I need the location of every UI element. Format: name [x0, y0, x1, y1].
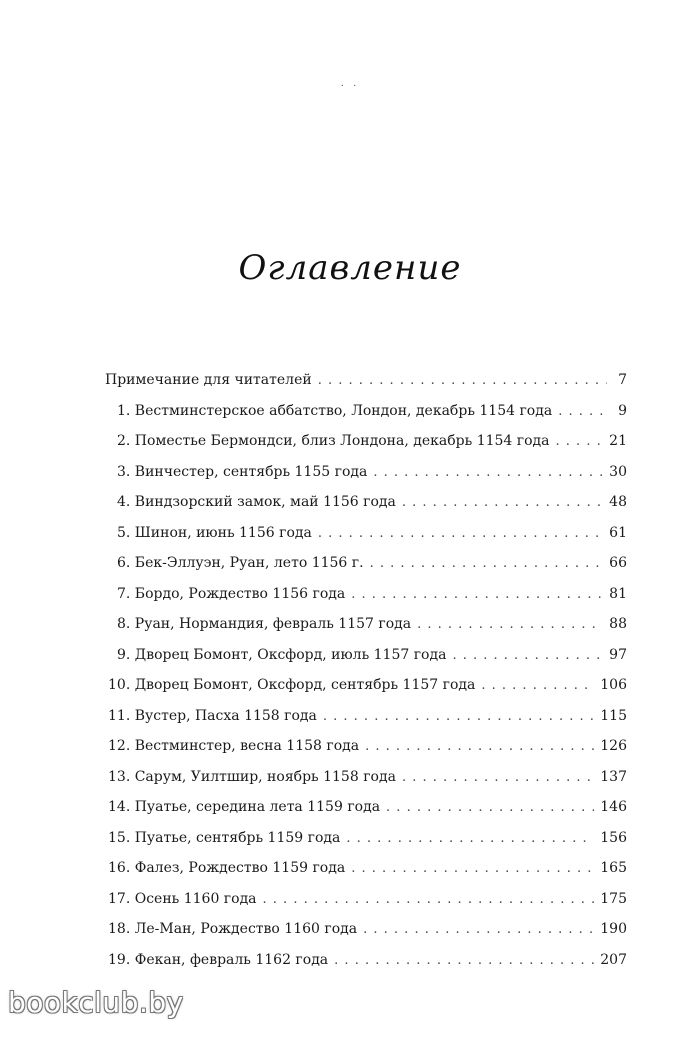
toc-entry-title: 19. Фекан, февраль 1162 года	[108, 951, 329, 968]
dot-leader	[263, 892, 595, 907]
dot-leader	[351, 861, 594, 876]
toc-entry	[105, 433, 627, 464]
toc-entry-page: 48	[609, 494, 627, 510]
dot-leader	[558, 404, 607, 419]
toc-entry	[105, 403, 627, 434]
toc-entry-page: 126	[600, 738, 627, 754]
toc-entry	[105, 891, 627, 922]
toc-entry-title: 3. Винчестер, сентябрь 1155 года	[117, 463, 368, 480]
toc-entry	[105, 799, 627, 830]
toc-entry-page: 156	[600, 829, 627, 846]
toc-entry	[105, 494, 627, 525]
toc-entry-title: Примечание для читателей	[105, 372, 312, 388]
toc-entry	[105, 830, 627, 861]
toc-entry-page: 115	[600, 707, 627, 724]
toc-entry	[105, 708, 627, 739]
toc-entry	[105, 464, 627, 495]
dot-leader	[365, 739, 594, 754]
toc-entry	[105, 372, 627, 403]
toc-entry-page: 21	[609, 433, 627, 449]
dot-leader	[346, 831, 594, 846]
toc-entry-title: 9. Дворец Бомонт, Оксфорд, июль 1157 года	[117, 646, 447, 663]
toc-entry	[105, 677, 627, 708]
toc-entry	[105, 647, 627, 678]
dot-leader	[417, 617, 603, 632]
toc-entry-page: 165	[600, 860, 627, 876]
page-title: Оглавление	[238, 248, 462, 288]
toc-entry-page: 97	[609, 646, 627, 663]
toc-entry	[105, 860, 627, 891]
toc-entry-title: 12. Вестминстер, весна 1158 года	[108, 738, 360, 754]
toc-entry	[105, 616, 627, 647]
toc-entry-page: 9	[618, 402, 627, 419]
toc-entry-title: 13. Сарум, Уилтшир, ноябрь 1158 года	[108, 768, 396, 785]
toc-entry-page: 66	[609, 555, 627, 571]
dot-leader	[481, 678, 594, 693]
dot-leader	[386, 800, 594, 815]
toc-entry-title: 14. Пуатье, середина лета 1159 года	[108, 799, 381, 815]
toc-entry	[105, 738, 627, 769]
toc-entry-title: 10. Дворец Бомонт, Оксфорд, сентябрь 1157 года	[108, 677, 476, 693]
toc-entry	[105, 952, 627, 983]
toc-entry-title: 8. Руан, Нормандия, февраль 1157 года	[117, 616, 412, 632]
toc-entry-title: 4. Виндзорский замок, май 1156 года	[117, 494, 396, 510]
toc-entry-page: 106	[600, 677, 627, 693]
dot-leader	[318, 373, 607, 388]
toc-entry-title: 18. Ле-Ман, Рождество 1160 года	[108, 921, 358, 937]
dot-leader	[452, 648, 603, 663]
toc-entry-title: 2. Поместье Бермондси, близ Лондона, декабрь 1154 года	[117, 433, 550, 449]
header-ornament: · ·	[340, 80, 360, 92]
toc-entry-title: 15. Пуатье, сентябрь 1159 года	[108, 829, 341, 846]
toc-entry-title: 17. Осень 1160 года	[108, 890, 257, 907]
dot-leader	[363, 922, 594, 937]
dot-leader	[402, 495, 603, 510]
toc-entry-page: 137	[600, 768, 627, 785]
toc-entry-title: 11. Вустер, Пасха 1158 года	[108, 707, 317, 724]
toc-entry-page: 190	[600, 921, 627, 937]
toc-entry-page: 61	[609, 524, 627, 541]
toc-entry-page: 175	[600, 890, 627, 907]
dot-leader	[373, 465, 603, 480]
toc-entry	[105, 586, 627, 617]
toc-entry-page: 81	[609, 585, 627, 602]
dot-leader	[334, 953, 594, 968]
dot-leader	[556, 434, 604, 449]
toc-entry-title: 6. Бек-Эллуэн, Руан, лето 1156 г.	[117, 555, 364, 571]
toc-entry-title: 7. Бордо, Рождество 1156 года	[117, 585, 346, 602]
dot-leader	[351, 587, 603, 602]
dot-leader	[370, 556, 604, 571]
toc-entry-title: 5. Шинон, июнь 1156 года	[117, 524, 312, 541]
watermark: bookclub.by	[8, 986, 184, 1019]
dot-leader	[318, 526, 603, 541]
dot-leader	[323, 709, 594, 724]
table-of-contents	[105, 372, 627, 982]
toc-entry	[105, 555, 627, 586]
toc-entry-title: 1. Вестминстерское аббатство, Лондон, декабрь 1154 года	[117, 402, 553, 419]
dot-leader	[402, 770, 594, 785]
toc-entry	[105, 525, 627, 556]
toc-entry-page: 88	[609, 616, 627, 632]
toc-entry-page: 146	[600, 799, 627, 815]
toc-entry	[105, 769, 627, 800]
toc-entry-title: 16. Фалез, Рождество 1159 года	[108, 860, 346, 876]
toc-entry	[105, 921, 627, 952]
toc-entry-page: 30	[609, 463, 627, 480]
toc-entry-page: 7	[618, 372, 627, 388]
toc-entry-page: 207	[600, 951, 627, 968]
